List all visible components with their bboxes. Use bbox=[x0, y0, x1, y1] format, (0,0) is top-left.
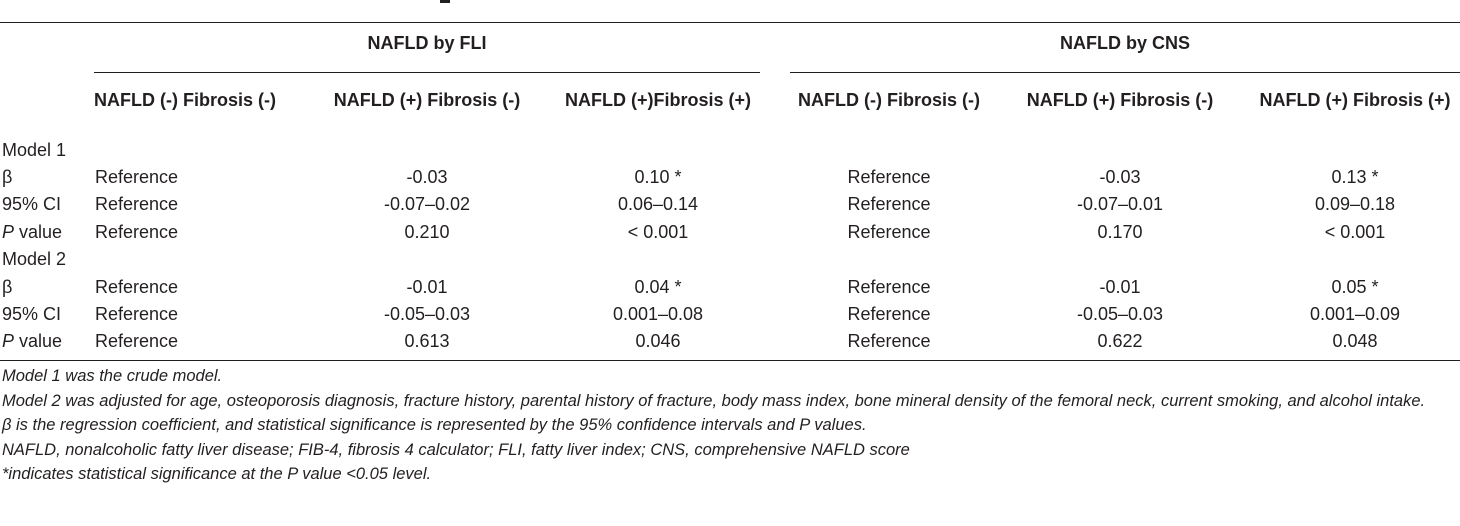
table-cell: Reference bbox=[847, 167, 931, 187]
footnote-asterisk: *indicates statistical significance at the P value <0.05 level. bbox=[2, 465, 432, 483]
table-cell: Reference bbox=[95, 194, 179, 214]
table-cell: Reference bbox=[847, 222, 931, 242]
table-cell: Reference bbox=[95, 304, 179, 324]
group-rule-cns bbox=[790, 72, 1460, 73]
p-rest: value bbox=[14, 222, 63, 242]
table-cell: 0.170 bbox=[1097, 222, 1143, 242]
row-label-ci: 95% CI bbox=[2, 304, 62, 324]
p-italic: P bbox=[2, 331, 15, 351]
table-cell: 0.613 bbox=[404, 331, 450, 351]
table-cell: Reference bbox=[95, 222, 179, 242]
table-cell: -0.03 bbox=[406, 167, 448, 187]
table-cell: 0.210 bbox=[404, 222, 450, 242]
table-cell: Reference bbox=[95, 331, 179, 351]
table-cell: 0.04 * bbox=[634, 277, 682, 297]
column-header: NAFLD (+) Fibrosis (-) bbox=[333, 90, 521, 110]
table-cell: -0.01 bbox=[406, 277, 448, 297]
table-cell: 0.622 bbox=[1097, 331, 1143, 351]
table-cell: -0.05–0.03 bbox=[1076, 304, 1164, 324]
table-cell: 0.001–0.08 bbox=[612, 304, 704, 324]
column-header: NAFLD (+) Fibrosis (+) bbox=[1259, 90, 1451, 110]
row-label-beta: β bbox=[2, 167, 13, 187]
row-label-ci: 95% CI bbox=[2, 194, 62, 214]
column-header: NAFLD (+) Fibrosis (-) bbox=[1026, 90, 1214, 110]
row-label-p bbox=[2, 330, 62, 352]
group-header-cns: NAFLD by CNS bbox=[1060, 33, 1190, 53]
model-title: Model 2 bbox=[2, 249, 67, 269]
table-cell: Reference bbox=[847, 277, 931, 297]
table-bottom-rule bbox=[0, 360, 1460, 361]
p-rest: value bbox=[14, 331, 63, 351]
row-label-beta: β bbox=[2, 277, 13, 297]
table-cell: 0.05 * bbox=[1331, 277, 1379, 297]
table-cell: Reference bbox=[847, 304, 931, 324]
column-header: NAFLD (-) Fibrosis (-) bbox=[94, 90, 276, 110]
table-cell: Reference bbox=[95, 277, 179, 297]
table-cell: Reference bbox=[95, 167, 179, 187]
row-label-p bbox=[2, 221, 62, 243]
p-italic: P bbox=[2, 222, 15, 242]
table-cell: < 0.001 bbox=[1324, 222, 1386, 242]
table-cell: -0.05–0.03 bbox=[383, 304, 471, 324]
table-cell: -0.07–0.01 bbox=[1076, 194, 1164, 214]
model-title: Model 1 bbox=[2, 140, 67, 160]
group-header-fli: NAFLD by FLI bbox=[367, 33, 487, 53]
table-footnotes bbox=[2, 366, 1458, 489]
table-cell: -0.07–0.02 bbox=[383, 194, 471, 214]
table-cell: -0.03 bbox=[1099, 167, 1141, 187]
column-header: NAFLD (-) Fibrosis (-) bbox=[798, 90, 980, 110]
table-cell: 0.06–0.14 bbox=[617, 194, 699, 214]
table-cell: 0.09–0.18 bbox=[1314, 194, 1396, 214]
column-header: NAFLD (+)Fibrosis (+) bbox=[564, 90, 752, 110]
table-cell: -0.01 bbox=[1099, 277, 1141, 297]
footnote-model1: Model 1 was the crude model. bbox=[2, 367, 223, 385]
footnote-beta: β is the regression coefficient, and statistical significance is represented by the 95% confidence intervals and P values. bbox=[2, 416, 867, 434]
table-top-rule bbox=[0, 22, 1460, 23]
table-cell: Reference bbox=[847, 194, 931, 214]
table-cell: < 0.001 bbox=[627, 222, 689, 242]
footnote-model2: Model 2 was adjusted for age, osteoporosis diagnosis, fracture history, parental history of fracture, body mass index, bone mineral density of the femoral neck, current smoking, and alcohol intake. bbox=[2, 391, 1426, 410]
table-cell: 0.048 bbox=[1332, 331, 1378, 351]
table-cell: Reference bbox=[847, 331, 931, 351]
table-cell: 0.13 * bbox=[1331, 167, 1379, 187]
table-cell: 0.046 bbox=[635, 331, 681, 351]
group-rule-fli bbox=[94, 72, 760, 73]
table-cell: 0.10 * bbox=[634, 167, 682, 187]
table-cell: 0.001–0.09 bbox=[1309, 304, 1401, 324]
footnote-abbreviations: NAFLD, nonalcoholic fatty liver disease; FIB-4, fibrosis 4 calculator; FLI, fatty liver index; CNS, comprehensive NAFLD score bbox=[2, 440, 910, 459]
